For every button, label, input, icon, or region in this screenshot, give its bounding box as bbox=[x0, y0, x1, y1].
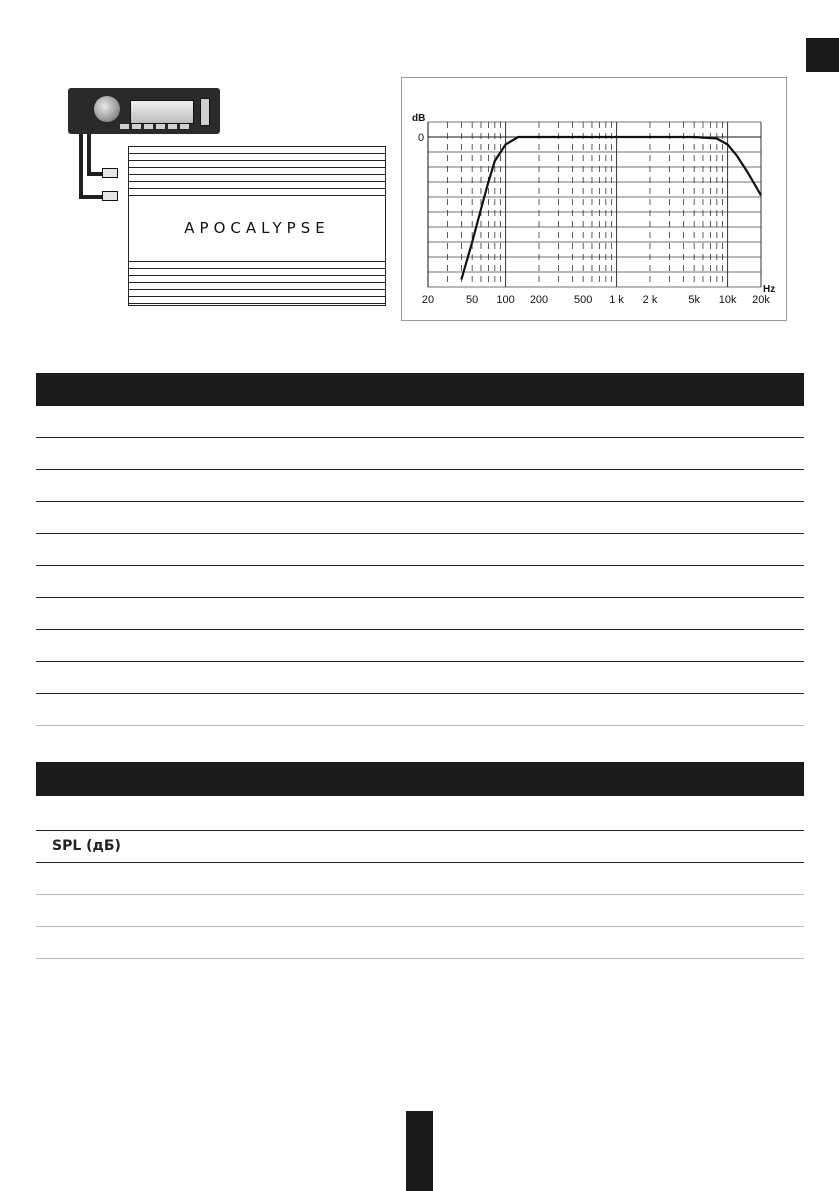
table-row bbox=[36, 895, 804, 927]
amplifier-brand: APOCALYPSE bbox=[184, 219, 330, 237]
x-tick-label: 2 k bbox=[642, 294, 658, 306]
x-axis-label: Hz bbox=[763, 284, 776, 295]
amplifier-illustration bbox=[128, 146, 386, 306]
table-row bbox=[36, 796, 804, 831]
table-row bbox=[36, 662, 804, 694]
x-tick-label: 50 bbox=[466, 294, 479, 306]
head-unit-illustration bbox=[68, 88, 220, 134]
table-row bbox=[36, 863, 804, 895]
chart-tick-labels bbox=[418, 132, 770, 306]
y-axis-label: dB bbox=[412, 113, 426, 124]
rca-cable-1 bbox=[79, 134, 83, 198]
rca-plug-icon bbox=[102, 191, 118, 201]
x-tick-label: 200 bbox=[529, 294, 549, 306]
x-tick-label: 5k bbox=[688, 294, 700, 306]
head-unit-display bbox=[130, 100, 194, 124]
spec-table-2-header bbox=[36, 762, 804, 796]
table-row bbox=[36, 502, 804, 534]
x-tick-label: 100 bbox=[496, 294, 515, 306]
spec-table-1-header bbox=[36, 373, 804, 406]
y-tick-label: 0 bbox=[418, 132, 425, 144]
x-tick-label: 20 bbox=[421, 294, 435, 306]
x-tick-label: 500 bbox=[573, 294, 593, 306]
head-unit-buttons bbox=[120, 124, 192, 129]
table-row bbox=[36, 534, 804, 566]
rca-cable-2 bbox=[87, 134, 91, 174]
table-row bbox=[36, 438, 804, 470]
spec-table-1 bbox=[36, 373, 804, 726]
rca-plug-icon bbox=[102, 168, 118, 178]
table-row bbox=[36, 927, 804, 959]
head-unit-slot bbox=[200, 98, 210, 126]
table-row bbox=[36, 566, 804, 598]
spl-row-label: SPL (дБ) bbox=[52, 838, 121, 854]
connection-diagram bbox=[60, 88, 390, 310]
table-row bbox=[36, 598, 804, 630]
frequency-response-chart bbox=[401, 77, 787, 321]
table-row bbox=[36, 470, 804, 502]
table-row bbox=[36, 406, 804, 438]
x-tick-label: 10k bbox=[718, 294, 737, 306]
table-row bbox=[36, 694, 804, 726]
volume-knob-icon bbox=[94, 96, 120, 122]
page-tab-marker bbox=[406, 1111, 433, 1191]
section-tab-marker bbox=[806, 38, 839, 72]
table-row bbox=[36, 831, 804, 863]
x-tick-label: 1 k bbox=[609, 294, 624, 306]
x-tick-label: 20k bbox=[752, 294, 770, 306]
spec-table-2 bbox=[36, 762, 804, 959]
chart-grid bbox=[428, 122, 761, 287]
table-row bbox=[36, 630, 804, 662]
